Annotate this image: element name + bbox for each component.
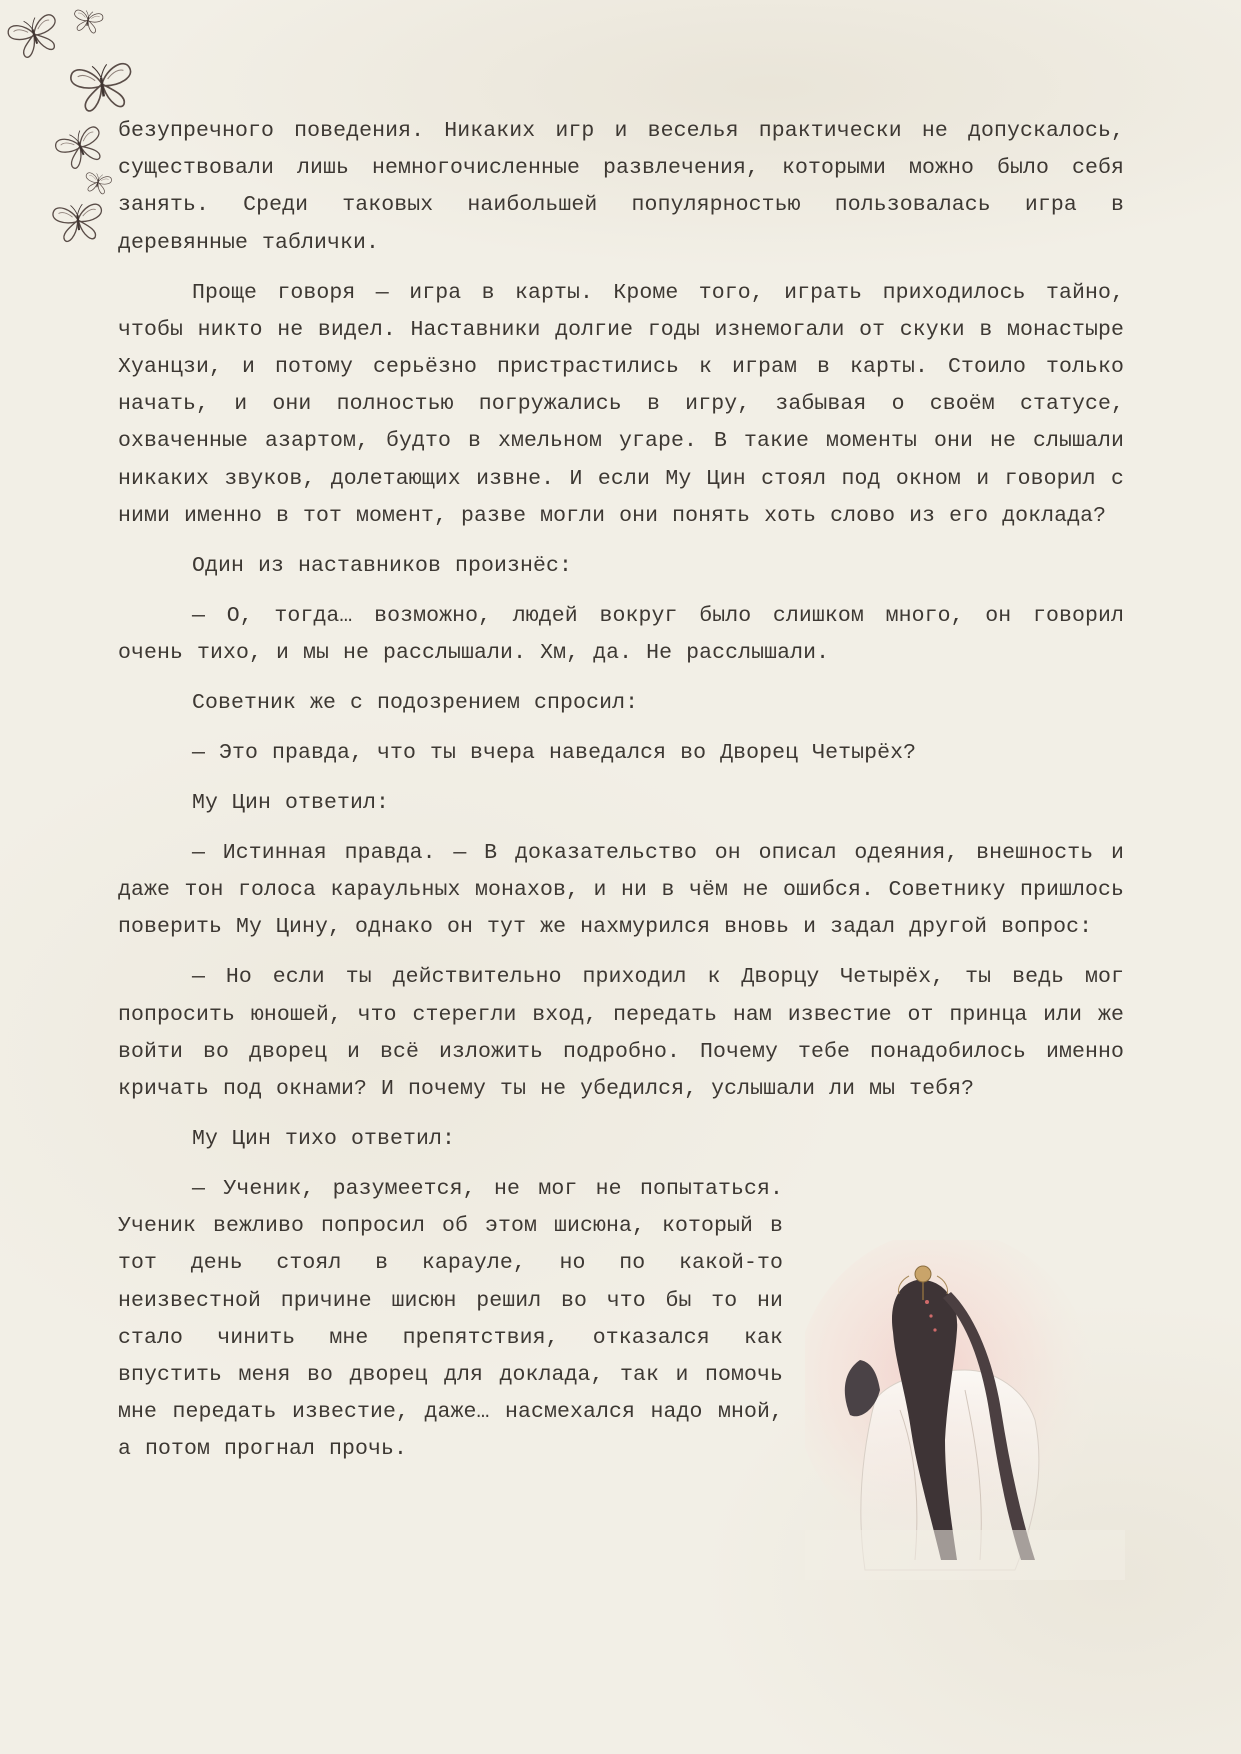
paragraph: — Но если ты действительно приходил к Дворцу Четырёх, ты ведь мог попросить юношей, что стерегли вход, передать нам известие от принца или же войти во дворец и всё изложить подробно. Почему тебе понадобилось именно кричать под окнами? И почему ты не убедился, услышали ли мы тебя? — [118, 965, 1124, 1102]
paragraph: Один из наставников произнёс: — [192, 553, 573, 578]
paragraph: безупречного поведения. Никаких игр и веселья практически не допускалось, существовали лишь немногочисленные развлечения, которыми можно было себя занять. Среди таковых наибольшей популярностью пользовалась игра в деревянные таблички. — [118, 119, 1124, 255]
butterfly-icon — [52, 202, 104, 242]
butterfly-icon — [83, 171, 112, 195]
paragraph: Му Цин тихо ответил: — [192, 1127, 456, 1152]
figure-illustration — [805, 1240, 1125, 1580]
paragraph: Му Цин ответил: — [192, 791, 390, 816]
paragraph: — Ученик, разумеется, не мог не попытаться. Ученик вежливо попросил об этом шисюна, который в тот день стоял в карауле, но по какой-то неизвестной причине шисюн решил во что бы то ни стало чинить мне препятствия, отказался как впустить меня во дворец для доклада, так и помочь мне передать известие, даже… насмехался надо мной, а потом прогнал прочь. — [118, 1177, 783, 1462]
paragraph: Советник же с подозрением спросил: — [192, 691, 639, 716]
paragraph: — О, тогда… возможно, людей вокруг было слишком много, он говорил очень тихо, и мы не расслышали. Хм, да. Не расслышали. — [118, 603, 1124, 666]
paragraph: — Истинная правда. — В доказательство он описал одеяния, внешность и даже тон голоса караульных монахов, и ни в чём не ошибся. Советнику пришлось поверить Му Цину, однако он тут же нахмурился вновь и задал другой вопрос: — [118, 841, 1124, 940]
butterfly-icon — [70, 61, 136, 113]
butterfly-icon — [53, 124, 108, 172]
paragraph: Проще говоря — игра в карты. Кроме того, играть приходилось тайно, чтобы никто не видел. Наставники долгие годы изнемогали от скуки в монастыре Хуанцзи, и потому серьёзно пристрастились к играм в карты. Стоило только начать, и они полностью погружались в игру, забывая о своём статусе, охваченные азартом, будто в хмельном угаре. В такие моменты они не слышали никаких звуков, долетающих извне. И если Му Цин стоял под окном и говорил с ними именно в тот момент, разве могли они понять хоть слово из его доклада? — [118, 280, 1124, 528]
butterfly-icon — [6, 12, 63, 61]
paragraph: — Это правда, что ты вчера наведался во Дворец Четырёх? — [192, 741, 917, 766]
butterfly-icon — [72, 9, 104, 35]
